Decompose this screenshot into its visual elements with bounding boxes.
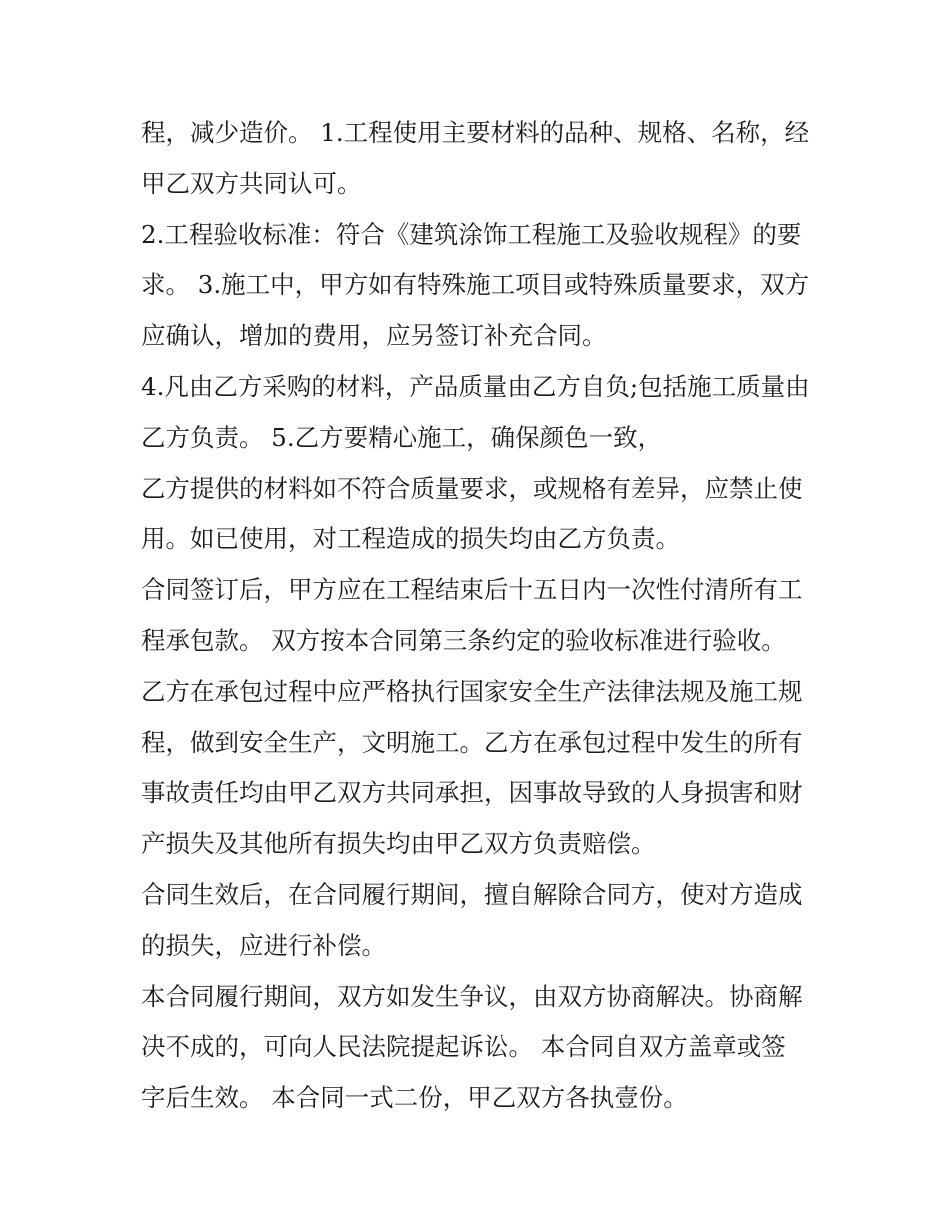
text-line: 2.工程验收标准：符合《建筑涂饰工程施工及验收规程》的要 <box>141 219 802 249</box>
text-line: 程承包款。 双方按本合同第三条约定的验收标准进行验收。 <box>141 625 786 655</box>
text-line: 本合同履行期间，双方如发生争议，由双方协商解决。协商解 <box>141 981 803 1011</box>
text-line: 合同生效后，在合同履行期间，擅自解除合同方，使对方造成 <box>141 879 803 909</box>
text-line: 4.凡由乙方采购的材料，产品质量由乙方自负;包括施工质量由 <box>141 371 810 401</box>
text-line: 事故责任均由甲乙双方共同承担，因事故导致的人身损害和财 <box>141 778 803 808</box>
contract-text <box>141 108 821 1124</box>
text-line: 乙方提供的材料如不符合质量要求，或规格有差异，应禁止使 <box>141 473 803 503</box>
text-line: 合同签订后，甲方应在工程结束后十五日内一次性付清所有工 <box>141 575 803 605</box>
text-line: 用。如已使用，对工程造成的损失均由乙方负责。 <box>141 524 680 554</box>
text-line: 乙方在承包过程中应严格执行国家安全生产法律法规及施工规 <box>141 676 803 706</box>
text-line: 程，做到安全生产，文明施工。乙方在承包过程中发生的所有 <box>141 727 803 757</box>
text-line: 求。 3.施工中，甲方如有特殊施工项目或特殊质量要求，双方 <box>141 270 810 300</box>
text-line: 字后生效。 本合同一式二份，甲乙双方各执壹份。 <box>141 1083 688 1113</box>
text-line: 乙方负责。 5.乙方要精心施工，确保颜色一致， <box>141 422 663 452</box>
text-line: 决不成的，可向人民法院提起诉讼。 本合同自双方盖章或签 <box>141 1032 786 1062</box>
text-line: 产损失及其他所有损失均由甲乙双方负责赔偿。 <box>141 829 656 859</box>
text-line: 程，减少造价。 1.工程使用主要材料的品种、规格、名称，经 <box>141 118 810 147</box>
text-line: 甲乙双方共同认可。 <box>141 168 362 198</box>
text-line: 应确认，增加的费用，应另签订补充合同。 <box>141 321 607 351</box>
text-line: 的损失，应进行补偿。 <box>141 930 386 960</box>
